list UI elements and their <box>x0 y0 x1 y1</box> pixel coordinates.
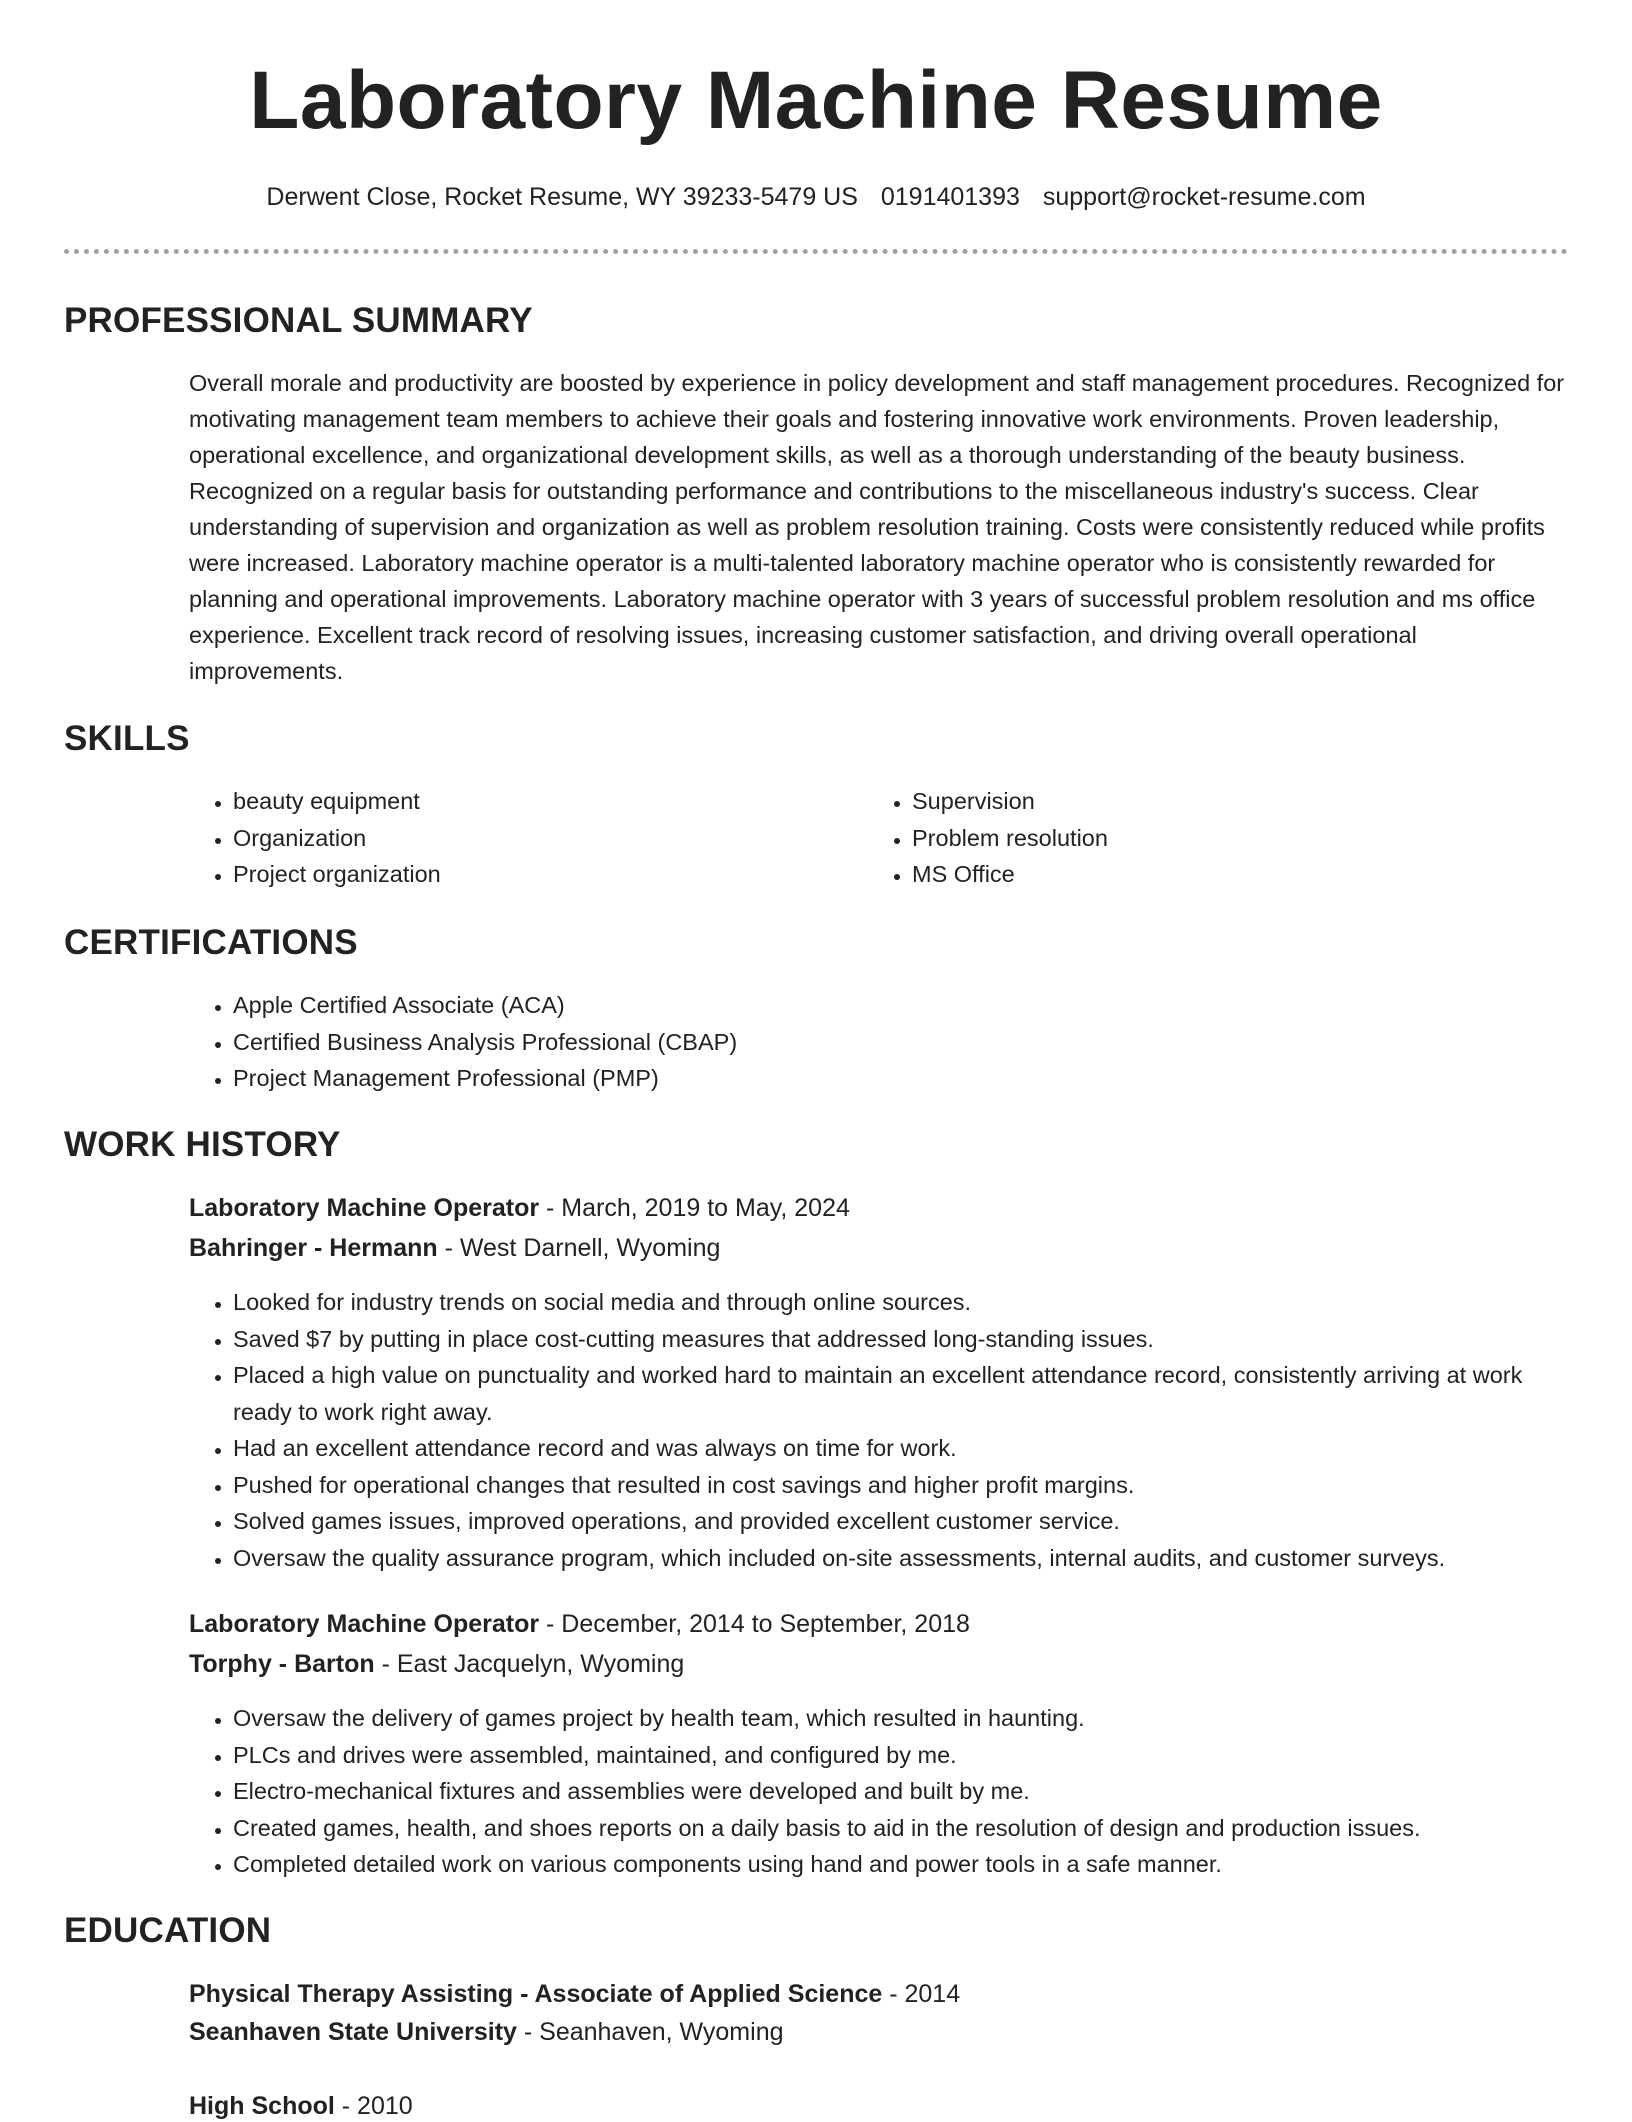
job-title: Laboratory Machine Operator <box>189 1610 540 1638</box>
education-year: - 2010 <box>334 2092 413 2120</box>
job-dates: - March, 2019 to May, 2024 <box>539 1194 850 1222</box>
education-school-line <box>189 2016 784 2048</box>
certifications-heading: CERTIFICATIONS <box>64 923 358 962</box>
summary-text: Overall morale and productivity are boosted by experience in policy development and staff management procedures. Recognized for motivating management team members to achieve their goals and fostering innovative work environments. Proven leadership, operational excellence, and organizational development skills, as well as a thorough understanding of the beauty business. Recognized on a regular basis for outstanding performance and contributions to the miscellaneous industry's success. Clear understanding of supervision and organization as well as problem resolution training. Costs were consistently reduced while profits were increased. Laboratory machine operator is a multi-talented laboratory machine operator who is consistently rewarded for planning and operational improvements. Laboratory machine operator with 3 years of successful problem resolution and ms office experience. Excellent track record of resolving issues, increasing customer satisfaction, and driving overall operational improvements. <box>189 370 1565 684</box>
certification-item: • Certified Business Analysis Professional (CBAP) <box>233 1024 1533 1061</box>
skill-item: • MS Office <box>912 856 1552 893</box>
contact-email: support@rocket-resume.com <box>1042 183 1366 211</box>
skill-item: • Organization <box>233 820 873 857</box>
certification-item: • Project Management Professional (PMP) <box>233 1060 1533 1097</box>
skill-item: • Project organization <box>233 856 873 893</box>
header-divider <box>64 249 1568 254</box>
education-year: - 2014 <box>882 1980 961 2008</box>
job-company: Bahringer - Hermann <box>189 1234 438 1262</box>
job-title: Laboratory Machine Operator <box>189 1194 540 1222</box>
job-bullets <box>189 1284 1569 1576</box>
job-bullet: • Had an excellent attendance record and was always on time for work. <box>233 1430 1569 1467</box>
skills-list-left <box>189 783 873 893</box>
job-location: - East Jacquelyn, Wyoming <box>374 1650 685 1678</box>
education-heading: EDUCATION <box>64 1911 272 1950</box>
education-location: - Seanhaven, Wyoming <box>516 2018 784 2046</box>
education-degree-line <box>189 1978 960 2010</box>
skill-item: • Supervision <box>912 783 1552 820</box>
job-dates: - December, 2014 to September, 2018 <box>539 1610 970 1638</box>
job-title-line <box>189 1608 970 1640</box>
summary-heading: PROFESSIONAL SUMMARY <box>64 301 533 340</box>
contact-phone: 0191401393 <box>880 183 1020 211</box>
skill-item: • beauty equipment <box>233 783 873 820</box>
job-bullet: • Placed a high value on punctuality and worked hard to maintain an excellent attendance record, consistently arriving at work ready to work right away. <box>233 1357 1569 1430</box>
skill-item: • Problem resolution <box>912 820 1552 857</box>
certifications-list <box>189 987 1533 1097</box>
work-history-heading: WORK HISTORY <box>64 1125 341 1164</box>
contact-address: Derwent Close, Rocket Resume, WY 39233-5479 US <box>266 183 858 211</box>
contact-line <box>0 182 1632 212</box>
skills-heading: SKILLS <box>64 719 190 758</box>
education-school: Seanhaven State University <box>189 2018 517 2046</box>
job-bullet: • Pushed for operational changes that resulted in cost savings and higher profit margins. <box>233 1467 1569 1504</box>
job-title-line <box>189 1192 850 1224</box>
job-bullets <box>189 1700 1569 1883</box>
job-bullet: • Looked for industry trends on social media and through online sources. <box>233 1284 1569 1321</box>
education-degree-line <box>189 2090 413 2122</box>
job-location: - West Darnell, Wyoming <box>437 1234 721 1262</box>
job-bullet: • Electro-mechanical fixtures and assemblies were developed and built by me. <box>233 1773 1569 1810</box>
job-bullet: • Oversaw the delivery of games project by health team, which resulted in haunting. <box>233 1700 1569 1737</box>
resume-title: Laboratory Machine Resume <box>249 55 1383 146</box>
certification-item: • Apple Certified Associate (ACA) <box>233 987 1533 1024</box>
skills-list-right <box>868 783 1552 893</box>
education-degree: Physical Therapy Assisting - Associate of Applied Science <box>189 1980 883 2008</box>
job-bullet: • Created games, health, and shoes reports on a daily basis to aid in the resolution of design and production issues. <box>233 1810 1569 1847</box>
job-bullet: • PLCs and drives were assembled, maintained, and configured by me. <box>233 1737 1569 1774</box>
job-company-line <box>189 1648 684 1680</box>
job-company: Torphy - Barton <box>189 1650 375 1678</box>
education-degree: High School <box>189 2092 335 2120</box>
job-bullet: • Oversaw the quality assurance program, which included on-site assessments, internal audits, and customer surveys. <box>233 1540 1569 1577</box>
job-bullet: • Completed detailed work on various components using hand and power tools in a safe manner. <box>233 1846 1569 1883</box>
job-company-line <box>189 1232 720 1264</box>
job-bullet: • Solved games issues, improved operations, and provided excellent customer service. <box>233 1503 1569 1540</box>
job-bullet: • Saved $7 by putting in place cost-cutting measures that addressed long-standing issues. <box>233 1321 1569 1358</box>
